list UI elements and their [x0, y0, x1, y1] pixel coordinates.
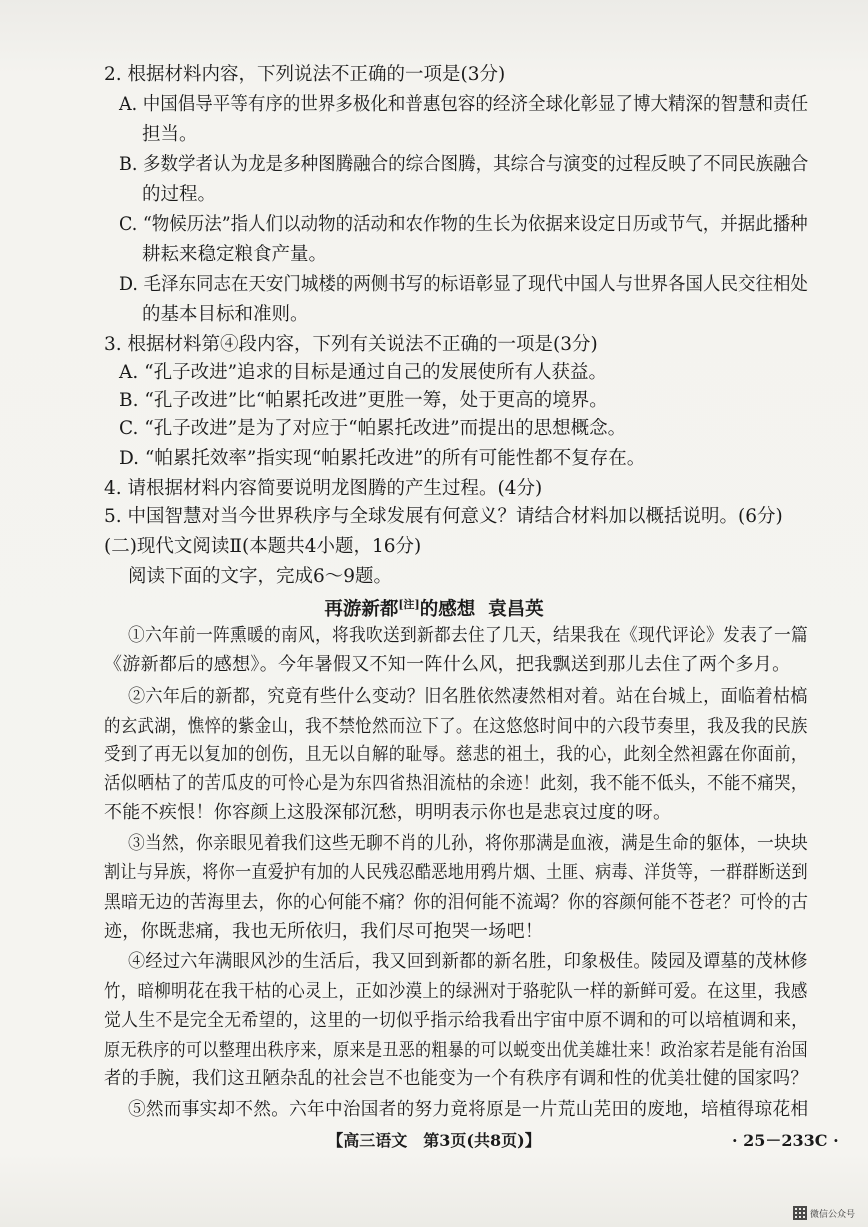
- article-line: 黑暗无边的苦海里去，你的心何能不痛？你的泪何能不流竭？你的容颜何能不苍老？可怜的古: [104, 892, 809, 913]
- article-title-rest: 的感想: [419, 599, 476, 620]
- question-2-option-c: C. “物候历法”指人们以动物的活动和农作物的生长为依据来设定日历或节气，并据此播种: [119, 214, 808, 235]
- article-line: 受到了再无以复加的创伤，且无以自解的耻辱。慈悲的祖土，我的心，此刻全然袒露在你面前，: [104, 744, 808, 765]
- article-line: 者的手腕，我们这丑陋杂乱的社会岂不也能变为一个有秩序有调和性的优美壮健的国家吗？: [104, 1068, 808, 1089]
- article-line: 迹，你既悲痛，我也无所依归，我们尽可抱哭一场吧！: [104, 921, 544, 942]
- section-heading: (二)现代文阅读Ⅱ(本题共4小题，16分): [104, 536, 422, 557]
- article-line: ④经过六年满眼风沙的生活后，我又回到新都的新名胜，印象极佳。陵园及谭墓的茂林修: [128, 951, 808, 972]
- watermark-text: 微信公众号: [810, 1210, 856, 1220]
- article-line: ①六年前一阵熏暖的南风，将我吹送到新都去住了几天，结果我在《现代评论》发表了一篇: [128, 625, 809, 646]
- article-line: ⑤然而事实却不然。六年中治国者的努力竟将原是一片荒山芜田的废地，培植得琼花相: [128, 1099, 809, 1120]
- question-2-stem: 2. 根据材料内容，下列说法不正确的一项是(3分): [104, 64, 506, 85]
- article-line: 原无秩序的可以整理出秩序来，原来是丑恶的粗暴的可以蜕变出优美雄壮来！政治家若是能有治国: [104, 1040, 808, 1061]
- exam-code: · 25－233C ·: [732, 1131, 839, 1150]
- qr-code-icon: [793, 1206, 807, 1220]
- article-line: 《游新都后的感想》。今年暑假又不知一阵什么风，把我飘送到那儿去住了两个多月。: [104, 654, 791, 675]
- article-line: 觉人生不是完全无希望的，这里的一切似乎指示给我看出宇宙中原不调和的可以培植调和来，: [104, 1010, 809, 1031]
- question-3-stem: 3. 根据材料第④段内容，下列有关说法不正确的一项是(3分): [104, 334, 598, 355]
- question-2-option-a-cont: 担当。: [142, 124, 198, 145]
- question-2-option-c-cont: 耕耘来稳定粮食产量。: [142, 244, 328, 265]
- article-title: [0, 595, 868, 621]
- article-line: 活似晒枯了的苦瓜皮的可怜心是为东四省热泪流枯的余迹！此刻，我不能不低头，不能不痛哭，: [104, 773, 808, 794]
- article-line: ③当然，你亲眼见着我们这些无聊不肖的儿孙，将你那满是血液，满是生命的躯体，一块块: [128, 833, 809, 854]
- article-line: 割让与异族，将你一直爱护有加的人民残忍酷恶地用鸦片烟、土匪、病毒、洋货等，一群群断送到: [104, 862, 808, 883]
- question-2-option-b: B. 多数学者认为龙是多种图腾融合的综合图腾，其综合与演变的过程反映了不同民族融合: [119, 154, 809, 175]
- article-line: 的玄武湖，憔悴的紫金山，我不禁怆然而泣下了。在这悠悠时间中的六段节奏里，我及我的民族: [104, 716, 808, 737]
- article-title-main: 再游新都: [324, 599, 399, 620]
- article-author: 袁昌英: [488, 599, 544, 620]
- question-3-option-b: B. “孔子改进”比“帕累托改进”更胜一筹，处于更高的境界。: [119, 390, 608, 411]
- question-2-option-b-cont: 的过程。: [142, 184, 217, 205]
- question-5: 5. 中国智慧对当今世界秩序与全球发展有何意义？请结合材料加以概括说明。(6分): [104, 506, 783, 527]
- question-3-option-d: D. “帕累托效率”指实现“帕累托改进”的所有可能性都不复存在。: [119, 448, 646, 469]
- article-line: 竹，暗柳明花在我干枯的心灵上，正如沙漠上的绿洲对于骆驼队一样的新鲜可爱。在这里，我感: [104, 981, 808, 1002]
- article-title-note: [注]: [398, 597, 420, 611]
- question-3-option-c: C. “孔子改进”是为了对应于“帕累托改进”而提出的思想概念。: [119, 418, 627, 439]
- question-2-option-d-cont: 的基本目标和准则。: [142, 304, 309, 325]
- question-4: 4. 请根据材料内容简要说明龙图腾的产生过程。(4分): [104, 478, 543, 499]
- section-instruction: 阅读下面的文字，完成6～9题。: [128, 566, 393, 587]
- article-line: ②六年后的新都，究竟有些什么变动？旧名胜依然凄然相对着。站在台城上，面临着枯槁: [128, 686, 808, 707]
- question-2-option-a: A. 中国倡导平等有序的世界多极化和普惠包容的经济全球化彰显了博大精深的智慧和责任: [119, 94, 809, 115]
- question-2-option-d: D. 毛泽东同志在天安门城楼的两侧书写的标语彰显了现代中国人与世界各国人民交往相处: [119, 274, 808, 295]
- page-footer: 【高三语文 第3页(共8页)】: [327, 1131, 541, 1150]
- question-3-option-a: A. “孔子改进”追求的目标是通过自己的发展使所有人获益。: [119, 362, 608, 383]
- article-line: 不能不疾恨！你容颜上这股深郁沉愁，明明表示你也是悲哀过度的呀。: [104, 802, 672, 823]
